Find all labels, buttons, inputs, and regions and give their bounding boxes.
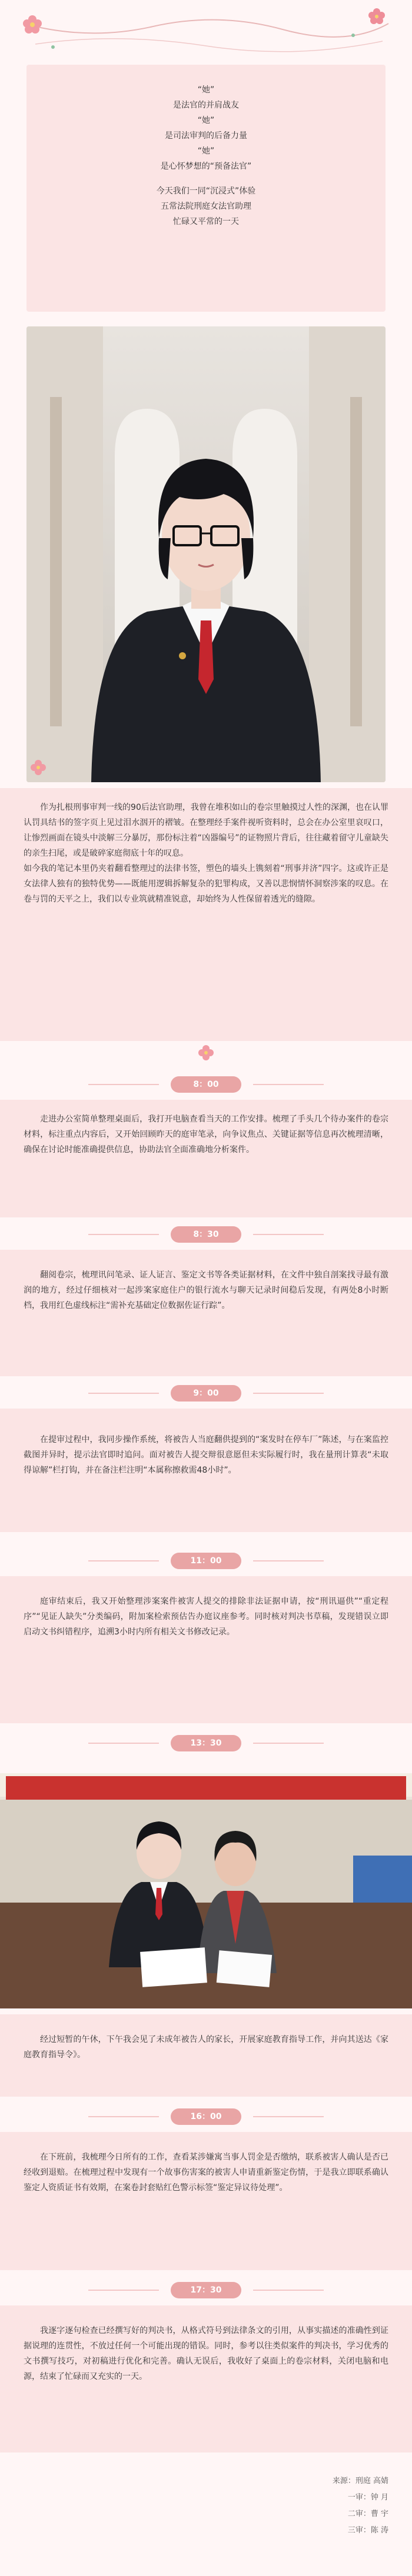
article-section-intro <box>0 788 412 1041</box>
portrait-photo <box>26 326 386 782</box>
paragraph: 我逐字逐句检查已经撰写好的判决书，从格式符号到法律条文的引用，从事实描述的准确性到证据说理的连贯性，不放过任何一个可能出现的错误。同时，参考以往类似案件的判决书，学习优秀的文书撰写技巧，对初稿进行优化和完善。确认无误后，我收好了桌面上的卷宗材料，关闭电脑和电源，结束了忙碌而又充实的一天。 <box>24 2326 388 2381</box>
intro-line: 五常法院刑庭女法官助理 <box>161 202 251 211</box>
paragraph: 在下班前，我梳理今日所有的工作，查看某涉嫌寓当事人罚金是否缴纳，联系被害人确认是否已经收到退赔。在梳理过程中发现有一个故事伤害案的被害人申请重新鉴定伤情，于是我立即联系确认鉴定人资质证书有效期，在案卷封套贴红色警示标签“鉴定异议待处理”。 <box>24 2153 388 2193</box>
time-badge: 9：00 <box>171 1385 241 1402</box>
paragraph: 走进办公室简单整理桌面后，我打开电脑查看当天的工作安排。梳理了手头几个待办案件的卷宗材料，标注重点内容后，又开始回顾昨天的庭审笔录，向争议焦点、关键证据等信息再次梳理清晰，确保在讨论时能准确提供信息，协助法官全面准确地分析案件。 <box>24 1115 388 1154</box>
intro-line: 忙碌又平常的一天 <box>173 217 239 226</box>
intro-line: 是法官的并肩战友 <box>173 101 239 110</box>
time-badge: 16：00 <box>171 2108 241 2125</box>
article-section <box>0 1409 412 1532</box>
intro-line: “她” <box>197 146 215 156</box>
credit-review-2: 二审：曹 宇 <box>347 2510 388 2518</box>
paragraph: 翻阅卷宗，梳理讯问笔录、证人证言、鉴定文书等各类证据材料，在文件中独自剖案找寻最有激润的地方，经过仔细核对一起涉案家庭住户的银行流水与聊天记录时间稳后发现，有两处8小时断档，我用红色虚线标注“需补充基础定位数据佐证行踪”。 <box>24 1270 388 1310</box>
time-badge: 8：30 <box>171 1226 241 1243</box>
top-decoration <box>0 0 412 65</box>
article-section <box>0 2014 412 2097</box>
flower-left-icon <box>23 15 42 34</box>
paragraph: 在提审过程中，我同步操作系统，将被告人当庭翻供提到的“案发时在停车厂”陈述，与在案监控截图并异时，提示法官即时追问。面对被告人提交辩很意愿但未实际履行时，我在量刑计算表“未取得谅解”栏打钩，并在备注栏注明“本属称擦救需48小时”。 <box>24 1435 388 1475</box>
flower-right-icon <box>368 8 385 24</box>
flower-icon <box>197 1044 215 1062</box>
time-badge: 13：30 <box>171 1735 241 1751</box>
paragraph: 作为扎根刑事审判一线的90后法官助理，我曾在堆积如山的卷宗里触摸过人性的深渊，也在认罪认罚具结书的签字页上见过泪水洇开的褶皱。在整理经手案件视听资料时，总会在办公室里哀叹口，让惨烈画面在镜头中淡解三分暴厉，那份标注着“凶器编号”的证物照片背后，往往藏着留守儿童缺失的亲生扫尾，或是破碎家庭彻底十年的叹息。 如今我的笔记本里仍夹着翻看整理过的法律书签，塑色的墙头上镌刻着“刑事并济”四字。这或许正是女法律人独有的独特优势——既能用逻辑拆解复杂的犯罪构成，又善以悲悯情怀洞察涉案的叹息。在卷与罚的天平之上，我们以专业筑就精准锐意，却始终为人性保留着透光的缝隙。 <box>24 803 388 904</box>
intro-line: 是心怀梦想的“预备法官” <box>160 162 252 171</box>
article-section <box>0 1250 412 1376</box>
article-section <box>0 2132 412 2270</box>
credits <box>333 2473 388 2539</box>
paragraph: 庭审结束后，我又开始整理涉案案件被害人提交的排除非法证据申请，按“刑讯逼供”“重定程序”“见证人缺失”分类编码，附加案检索预估告办庭议座参考。同时核对判决书草稿，发现错误立即启动文书纠错程序，追溯3小时内所有相关文书修改记录。 <box>24 1597 388 1637</box>
paragraph: 经过短暂的午休，下午我会见了未成年被告人的家长，开展家庭教育指导工作，并向其送达《家庭教育指导令》。 <box>24 2035 388 2060</box>
credit-review-3: 三审：陈 涛 <box>347 2526 388 2535</box>
time-badge: 17：30 <box>171 2282 241 2298</box>
time-badge: 11：00 <box>171 1553 241 1569</box>
intro-card <box>26 65 386 312</box>
article-section <box>0 2305 412 2452</box>
credit-source: 来源：刑庭 高婧 <box>332 2477 388 2485</box>
credit-review-1: 一审：钟 月 <box>347 2493 388 2502</box>
intro-line: 今天我们一同“沉浸式”体验 <box>156 186 256 196</box>
intro-line: “她” <box>197 116 215 125</box>
time-badge: 8：00 <box>171 1076 241 1093</box>
article-section <box>0 1576 412 1723</box>
intro-line: 是司法审判的后备力量 <box>165 131 247 141</box>
article-section <box>0 1100 412 1217</box>
meeting-photo <box>0 1773 412 2008</box>
intro-line: “她” <box>197 85 215 95</box>
